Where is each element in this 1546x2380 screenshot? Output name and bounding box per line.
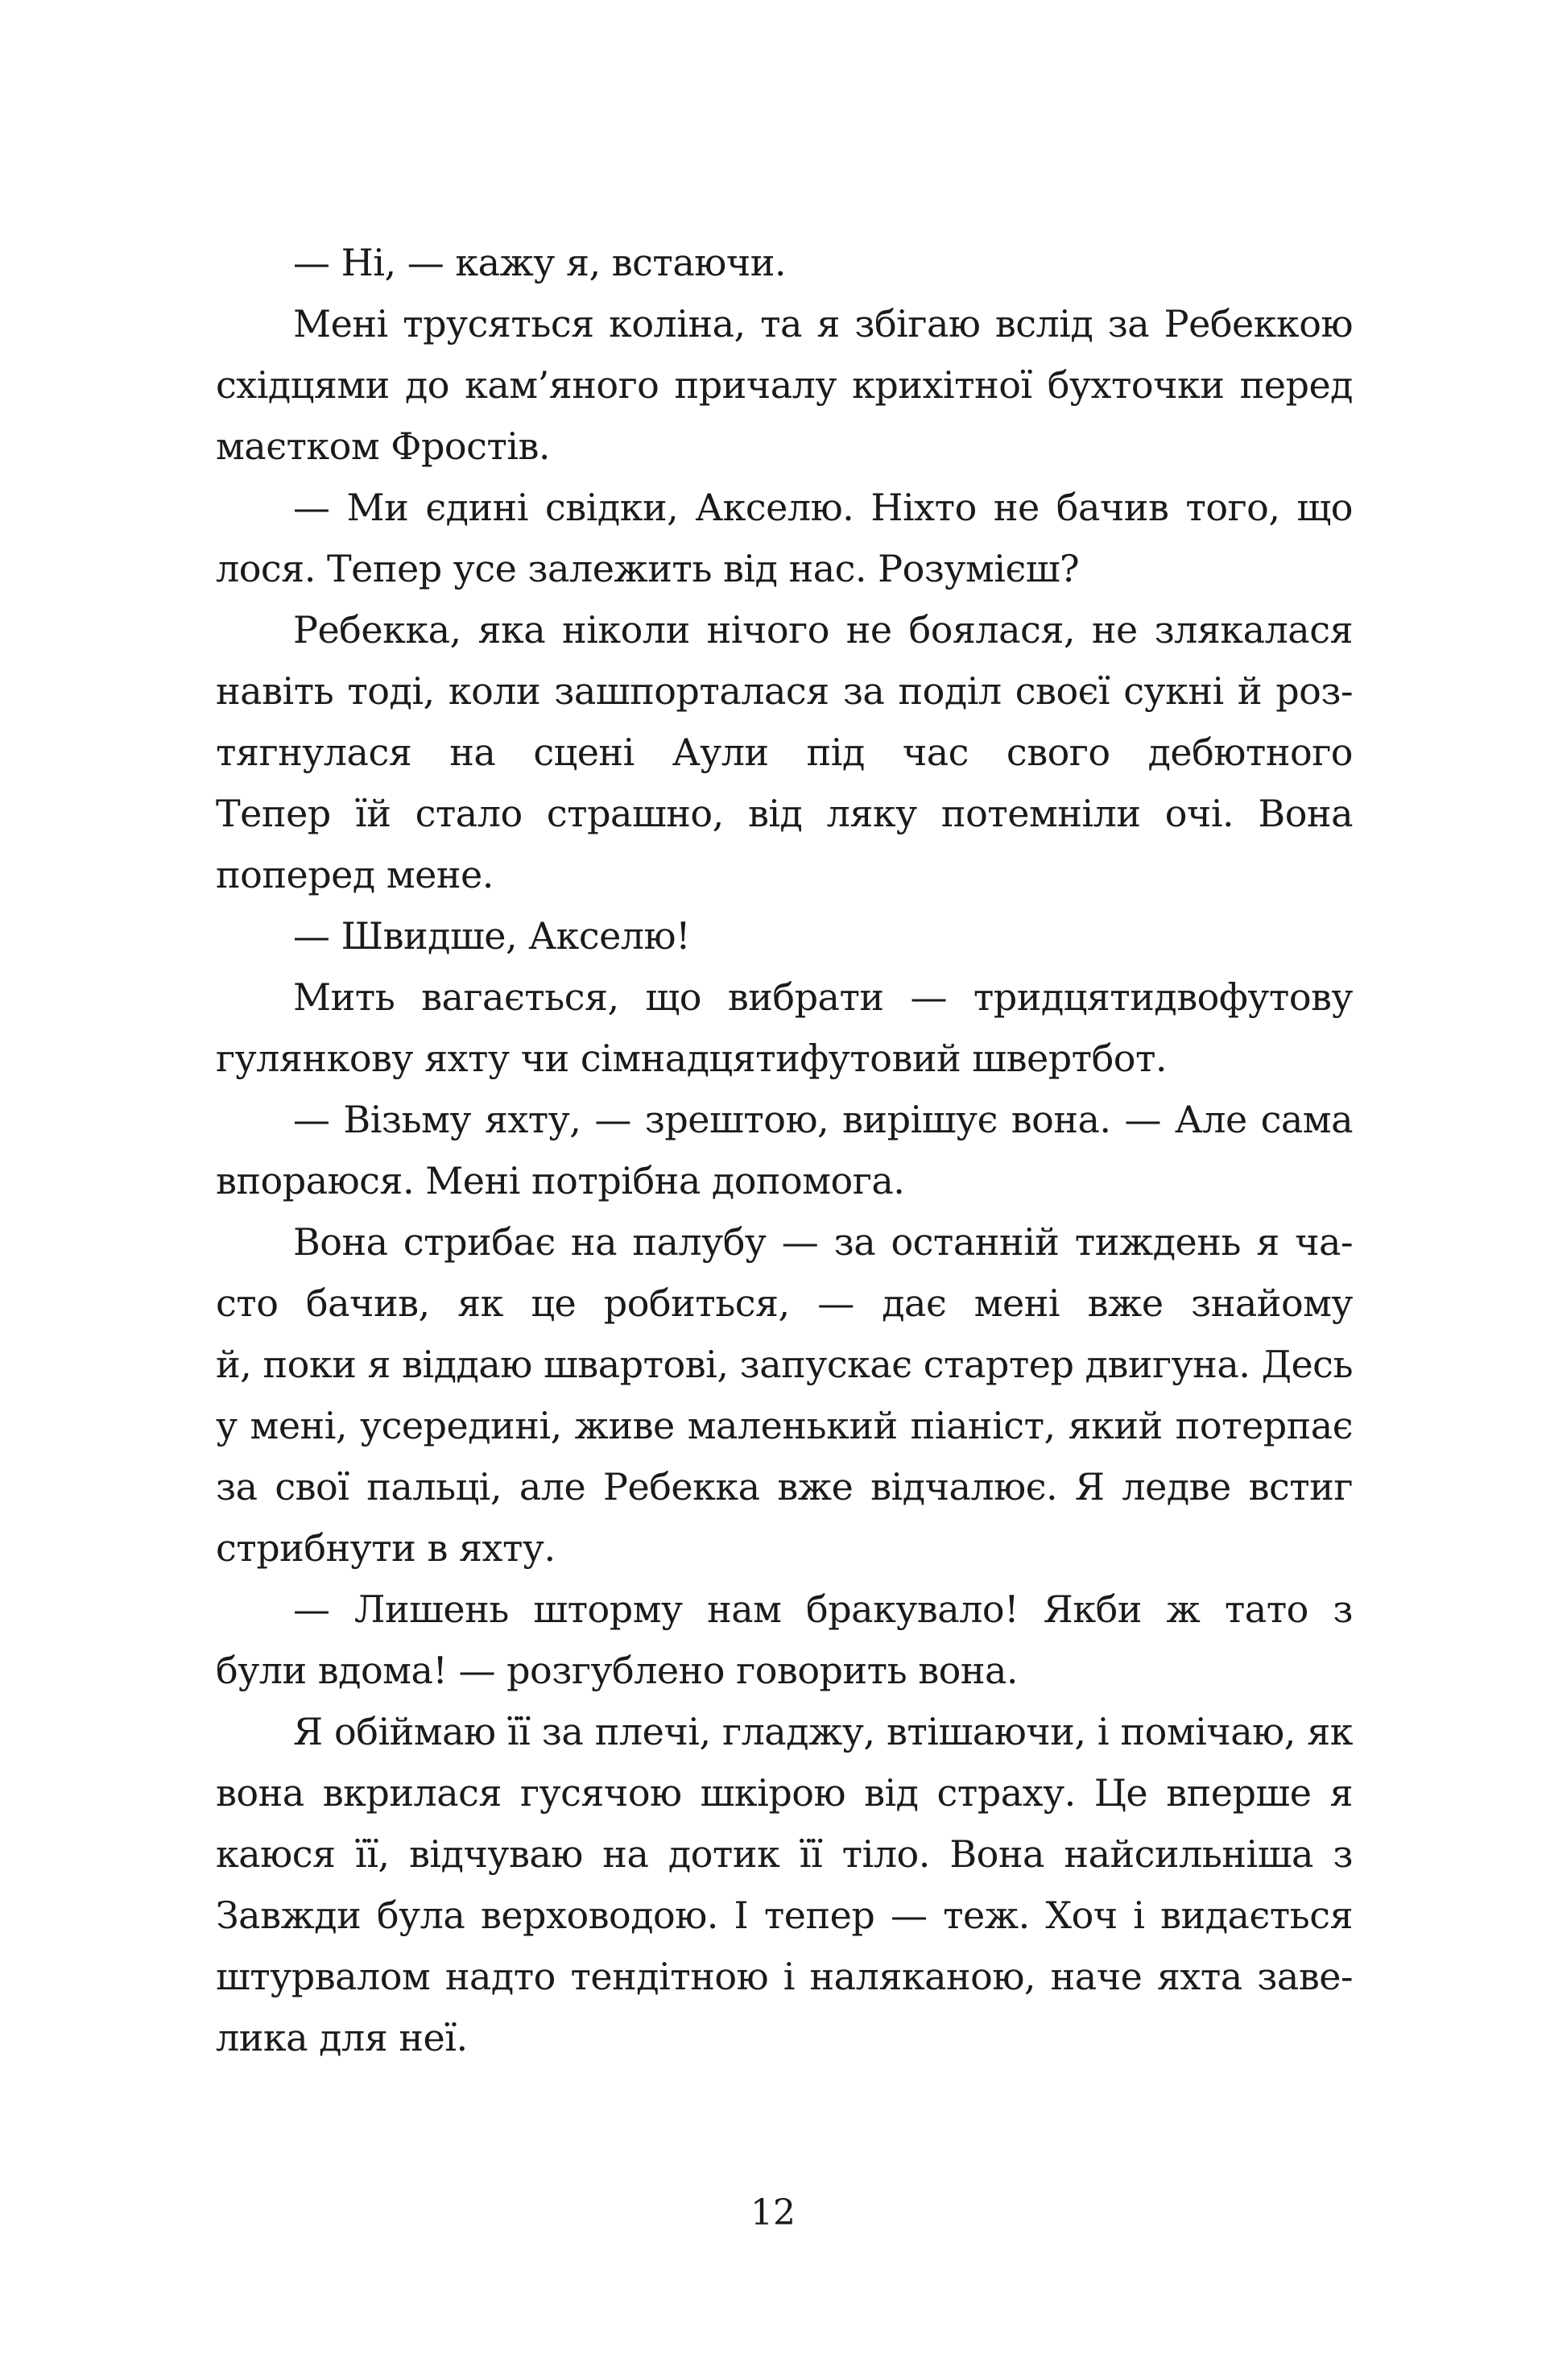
text-line: стрибнути в яхту. (216, 1526, 556, 1570)
text-line: Вона стрибає на палубу — за останній тиждень я ча- (293, 1220, 1353, 1264)
text-line: лося. Тепер усе залежить від нас. Розумієш? (216, 547, 1080, 590)
page-number: 12 (750, 2192, 796, 2233)
text-line: Мені трусяться коліна, та я збігаю вслід за Ребеккою (293, 302, 1353, 346)
text-line: штурвалом надто тендітною і наляканою, наче яхта заве- (216, 1955, 1353, 1998)
text-line: лика для неї. (216, 2016, 468, 2059)
text-line: — Ми єдині свідки, Акселю. Ніхто не бачив того, що (293, 486, 1353, 529)
text-line: навіть тоді, коли зашпорталася за поділ своєї сукні й роз- (216, 669, 1353, 713)
text-line: Завжди була верховодою. І тепер — теж. Хоч і видається (216, 1894, 1353, 1937)
text-line: каюся її, відчуваю на дотик її тіло. Вона найсильніша з (216, 1832, 1353, 1876)
text-line: Я обіймаю її за плечі, гладжу, втішаючи, і помічаю, як (293, 1710, 1353, 1753)
text-line: у мені, усередині, живе маленький піаніст, який потерпає (216, 1404, 1353, 1447)
text-line: гулянкову яхту чи сімнадцятифутовий швертбот. (216, 1037, 1168, 1080)
body-text (216, 232, 1353, 2068)
text-line: — Швидше, Акселю! (293, 914, 691, 958)
text-line: тягнулася на сцені Аули під час свого дебютного (216, 731, 1353, 774)
text-line: Ребекка, яка ніколи нічого не боялася, не злякалася (293, 608, 1353, 652)
text-line: — Лишень шторму нам бракувало! Якби ж тато з (293, 1587, 1353, 1631)
text-line: були вдома! — розгублено говорить вона. (216, 1649, 1019, 1692)
text-line: вона вкрилася гусячою шкірою від страху. Це вперше я (216, 1771, 1353, 1815)
text-line: Тепер їй стало страшно, від ляку потемніли очі. Вона (216, 792, 1353, 835)
text-line: сто бачив, як це робиться, — дає мені вже знайому (216, 1281, 1353, 1325)
text-line: за свої пальці, але Ребекка вже відчалює. Я ледве встиг (216, 1465, 1353, 1509)
text-line: й, поки я віддаю швартові, запускає стартер двигуна. Десь (216, 1343, 1353, 1386)
text-line: — Візьму яхту, — зрештою, вирішує вона. — Але сама (293, 1098, 1353, 1141)
text-line: Мить вагається, що вибрати — тридцятидвофутову (293, 975, 1353, 1019)
text-line: східцями до кам’яного причалу крихітної бухточки перед (216, 363, 1353, 407)
text-line: маєтком Фростів. (216, 424, 551, 468)
text-line: впораюся. Мені потрібна допомога. (216, 1159, 905, 1202)
text-line: поперед мене. (216, 853, 494, 896)
text-line: — Ні, — кажу я, встаючи. (293, 241, 787, 284)
